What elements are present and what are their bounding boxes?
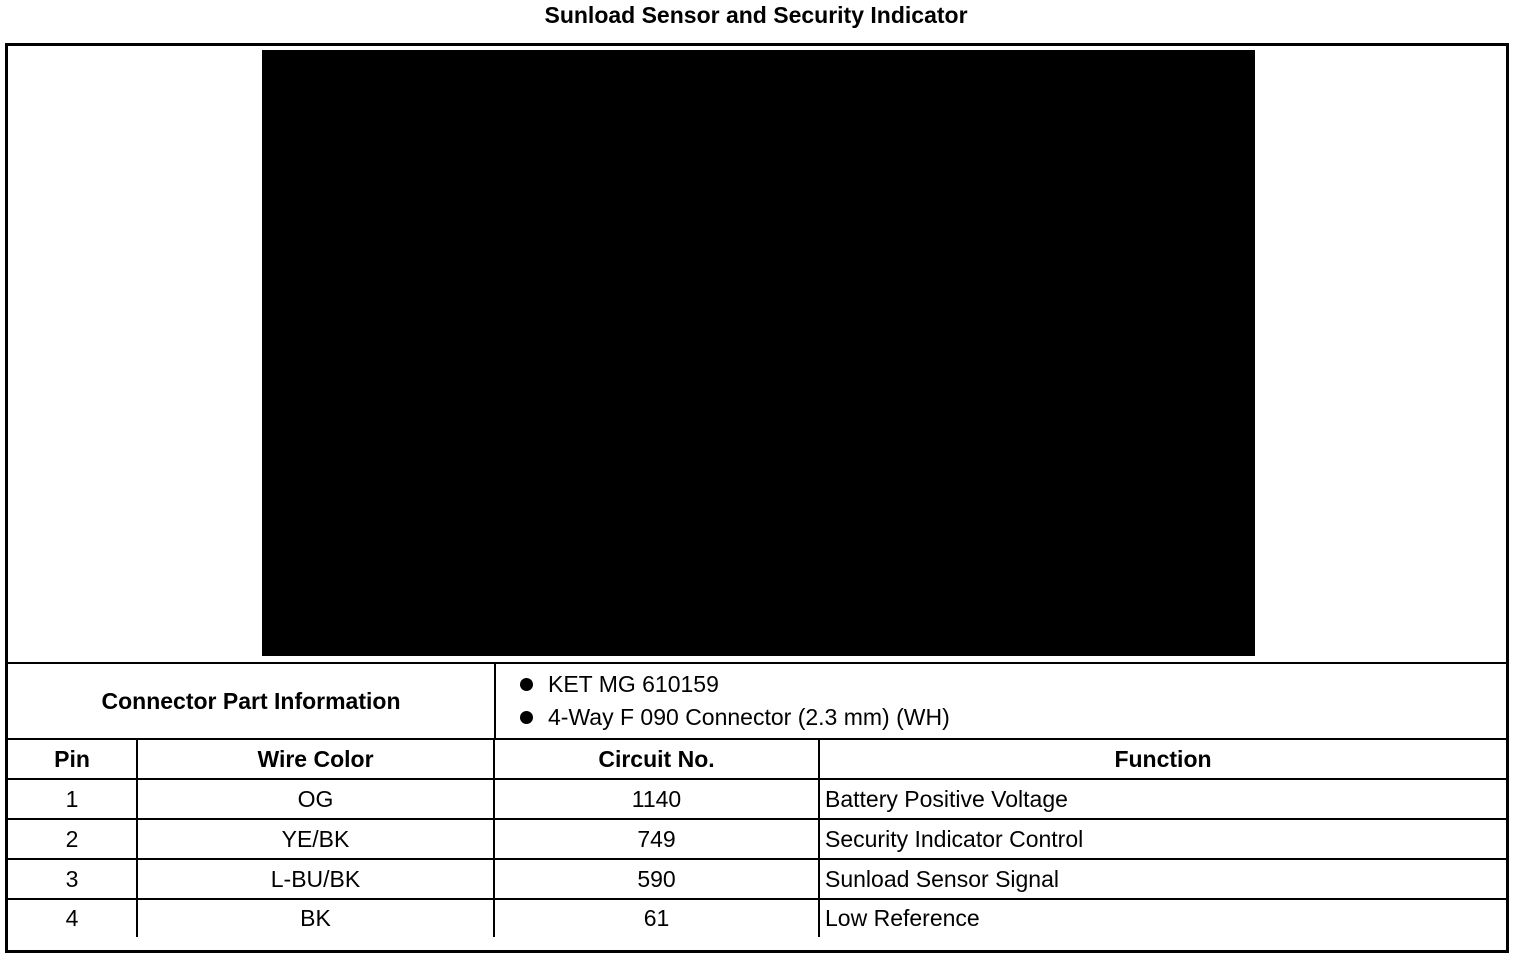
table-row — [8, 779, 1506, 819]
pin-cell: 4 — [8, 899, 137, 937]
wire-color-cell: L-BU/BK — [137, 859, 494, 899]
connector-part-info-label: Connector Part Information — [8, 664, 496, 738]
function-cell: Sunload Sensor Signal — [819, 859, 1506, 899]
connector-part-item — [496, 668, 1496, 701]
pinout-table — [8, 740, 1506, 937]
bullet-icon — [520, 711, 533, 724]
page-title: Sunload Sensor and Security Indicator — [544, 2, 968, 28]
wire-color-cell: YE/BK — [137, 819, 494, 859]
connector-part-text: KET MG 610159 — [548, 671, 719, 697]
circuit-no-cell: 1140 — [494, 779, 819, 819]
bullet-icon — [520, 678, 533, 691]
table-row — [8, 819, 1506, 859]
column-header-wire-color: Wire Color — [137, 740, 494, 779]
connector-part-item — [496, 701, 1496, 734]
wire-color-cell: OG — [137, 779, 494, 819]
table-row — [8, 899, 1506, 937]
function-cell: Battery Positive Voltage — [819, 779, 1506, 819]
function-cell: Security Indicator Control — [819, 819, 1506, 859]
column-header-pin: Pin — [8, 740, 137, 779]
connector-part-info — [8, 664, 1506, 740]
connector-image-area — [8, 46, 1506, 664]
pin-cell: 3 — [8, 859, 137, 899]
wire-color-cell: BK — [137, 899, 494, 937]
pin-cell: 2 — [8, 819, 137, 859]
connector-document — [5, 43, 1509, 953]
circuit-no-cell: 590 — [494, 859, 819, 899]
function-cell: Low Reference — [819, 899, 1506, 937]
circuit-no-cell: 61 — [494, 899, 819, 937]
connector-image — [262, 50, 1255, 656]
table-row — [8, 859, 1506, 899]
table-header-row — [8, 740, 1506, 779]
connector-part-list — [496, 668, 1496, 738]
pin-cell: 1 — [8, 779, 137, 819]
connector-part-text: 4-Way F 090 Connector (2.3 mm) (WH) — [548, 704, 950, 730]
column-header-circuit-no: Circuit No. — [494, 740, 819, 779]
column-header-function: Function — [819, 740, 1506, 779]
circuit-no-cell: 749 — [494, 819, 819, 859]
